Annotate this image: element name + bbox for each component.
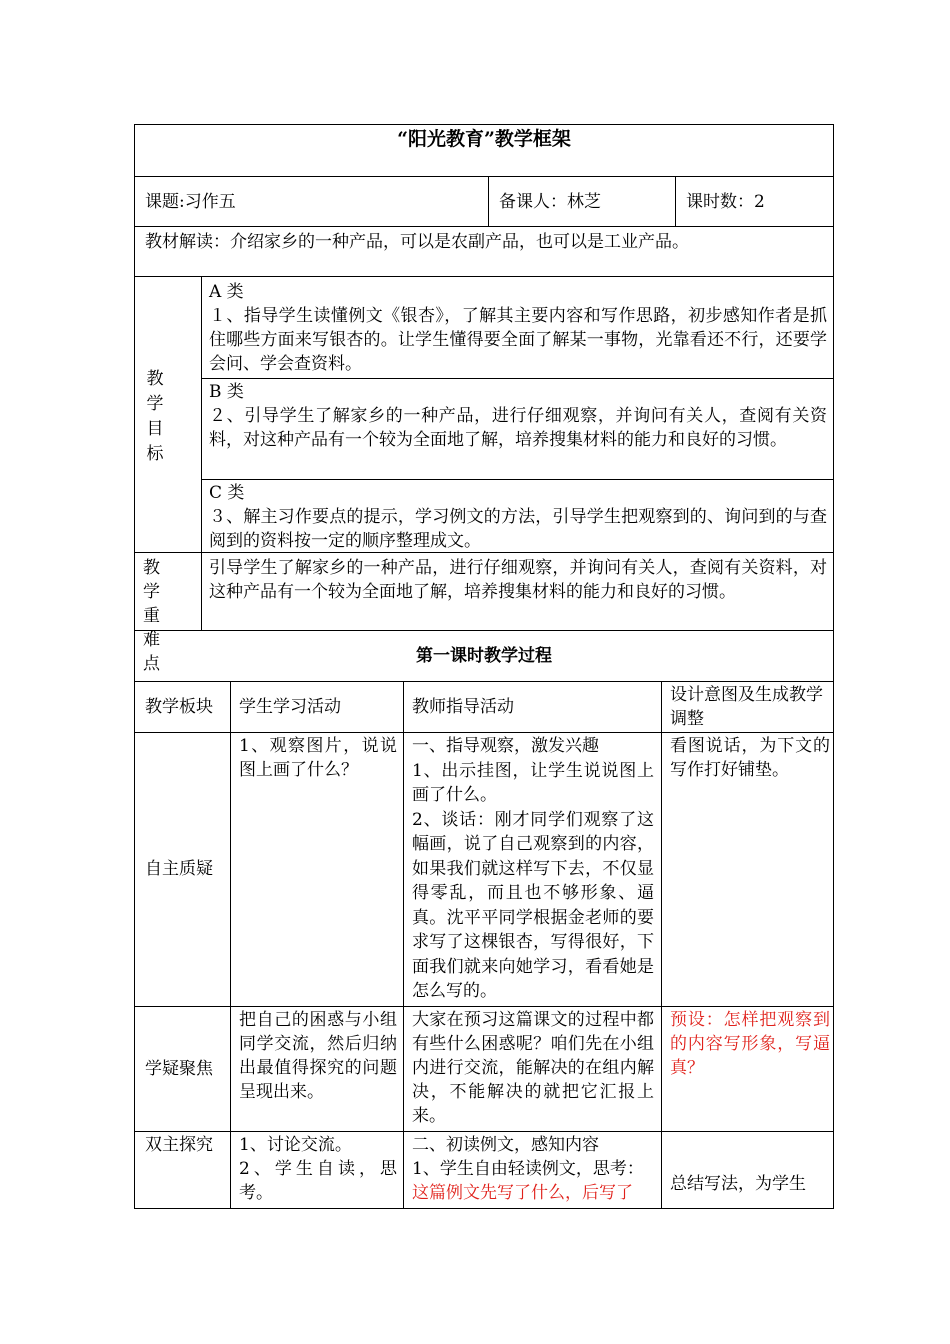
goal-b-text: ２、引导学生了解家乡的一种产品，进行仔细观察，并询问有关人，查阅有关资料，对这种产品有一个较为全面地了解，培养搜集材料的能力和良好的习惯。 — [209, 406, 827, 450]
goal-b — [209, 380, 827, 452]
goal-a-heading: A 类 — [209, 282, 244, 302]
goal-c-heading: C 类 — [209, 483, 245, 503]
goals-row — [134, 276, 834, 553]
table-row — [134, 1131, 834, 1209]
goal-b-heading: B 类 — [209, 382, 244, 402]
row1-teacher-line2: 1、出示挂图，让学生说说图上画了什么。 — [412, 760, 654, 805]
goals-label: 教学目标 — [146, 369, 164, 464]
row2-block: 学疑聚焦 — [145, 1059, 213, 1079]
material-row — [134, 226, 834, 277]
row3-design: 总结写法，为学生 — [670, 1174, 806, 1194]
table-row — [134, 1006, 834, 1132]
row1-teacher-line1: 一、指导观察，激发兴趣 — [412, 736, 599, 756]
row1-design: 看图说话，为下文的写作打好铺垫。 — [670, 736, 830, 780]
row1-block: 自主质疑 — [145, 859, 213, 879]
row1-student: 1、观察图片，说说图上画了什么？ — [239, 736, 397, 780]
row2-design: 预设：怎样把观察到的内容写形象，写逼真？ — [670, 1010, 830, 1078]
goal-c-text: ３、解主习作要点的提示，学习例文的方法，引导学生把观察到的、询问到的与查阅到的资料按一定的顺序整理成文。 — [209, 507, 827, 551]
row3-student — [239, 1133, 397, 1205]
col-header-teacher: 教师指导活动 — [412, 697, 514, 717]
goal-a-text: １、指导学生读懂例文《银杏》，了解其主要内容和写作思路，初步感知作者是抓住哪些方面来写银杏的。让学生懂得要全面了解某一事物，光靠看还不行，还要学会问、学会查资料。 — [209, 306, 827, 374]
document-title: “阳光教育”教学框架 — [397, 128, 571, 150]
goal-c — [209, 481, 827, 553]
row1-teacher — [412, 734, 654, 1004]
title-row — [134, 124, 834, 177]
preparer-label: 备课人：林芝 — [499, 192, 601, 212]
header-row — [134, 176, 834, 227]
key-points-text: 引导学生了解家乡的一种产品，进行仔细观察，并询问有关人，查阅有关资料，对这种产品有一个较为全面地了解，培养搜集材料的能力和良好的习惯。 — [209, 558, 827, 602]
material-text: 教材解读：介绍家乡的一种产品，可以是农副产品，也可以是工业产品。 — [145, 232, 689, 252]
col-header-design: 设计意图及生成教学调整 — [670, 685, 823, 729]
row3-teacher-red: 这篇例文先写了什么，后写了 — [412, 1183, 633, 1203]
key-points-label: 教学重难点 — [143, 558, 172, 674]
col-header-student: 学生学习活动 — [239, 697, 341, 717]
goal-a — [209, 280, 827, 376]
process-title: 第一课时教学过程 — [416, 646, 552, 666]
row2-teacher: 大家在预习这篇课文的过程中都有些什么困惑呢？咱们先在小组内进行交流，能解决的在组内解决，不能解决的就把它汇报上来。 — [412, 1010, 654, 1126]
row3-block: 双主探究 — [145, 1135, 213, 1155]
table-row — [134, 732, 834, 1007]
column-header-row — [134, 681, 834, 733]
row3-teacher-line1: 二、初读例文，感知内容 — [412, 1135, 599, 1155]
topic-label: 课题:习作五 — [145, 192, 236, 212]
row1-teacher-line3: 2、谈话：刚才同学们观察了这幅画，说了自己观察到的内容，如果我们就这样写下去，不仅显得零乱，而且也不够形象、逼真。沈平平同学根据金老师的要求写了这棵银杏，写得很好，下面我们就来向她学习，看看她是怎么写的。 — [412, 809, 654, 1001]
row3-student-line1: 1、讨论交流。 — [239, 1135, 352, 1155]
row3-student-line2: 2、学生自读，思考。 — [239, 1159, 397, 1203]
row2-student: 把自己的困惑与小组同学交流，然后归纳出最值得探究的问题呈现出来。 — [239, 1010, 397, 1102]
process-title-row — [134, 630, 834, 682]
row3-teacher — [412, 1133, 654, 1205]
periods-label: 课时数：2 — [686, 192, 765, 212]
row3-teacher-line2: 1、学生自由轻读例文，思考： — [412, 1159, 644, 1179]
col-header-block: 教学板块 — [145, 697, 213, 717]
